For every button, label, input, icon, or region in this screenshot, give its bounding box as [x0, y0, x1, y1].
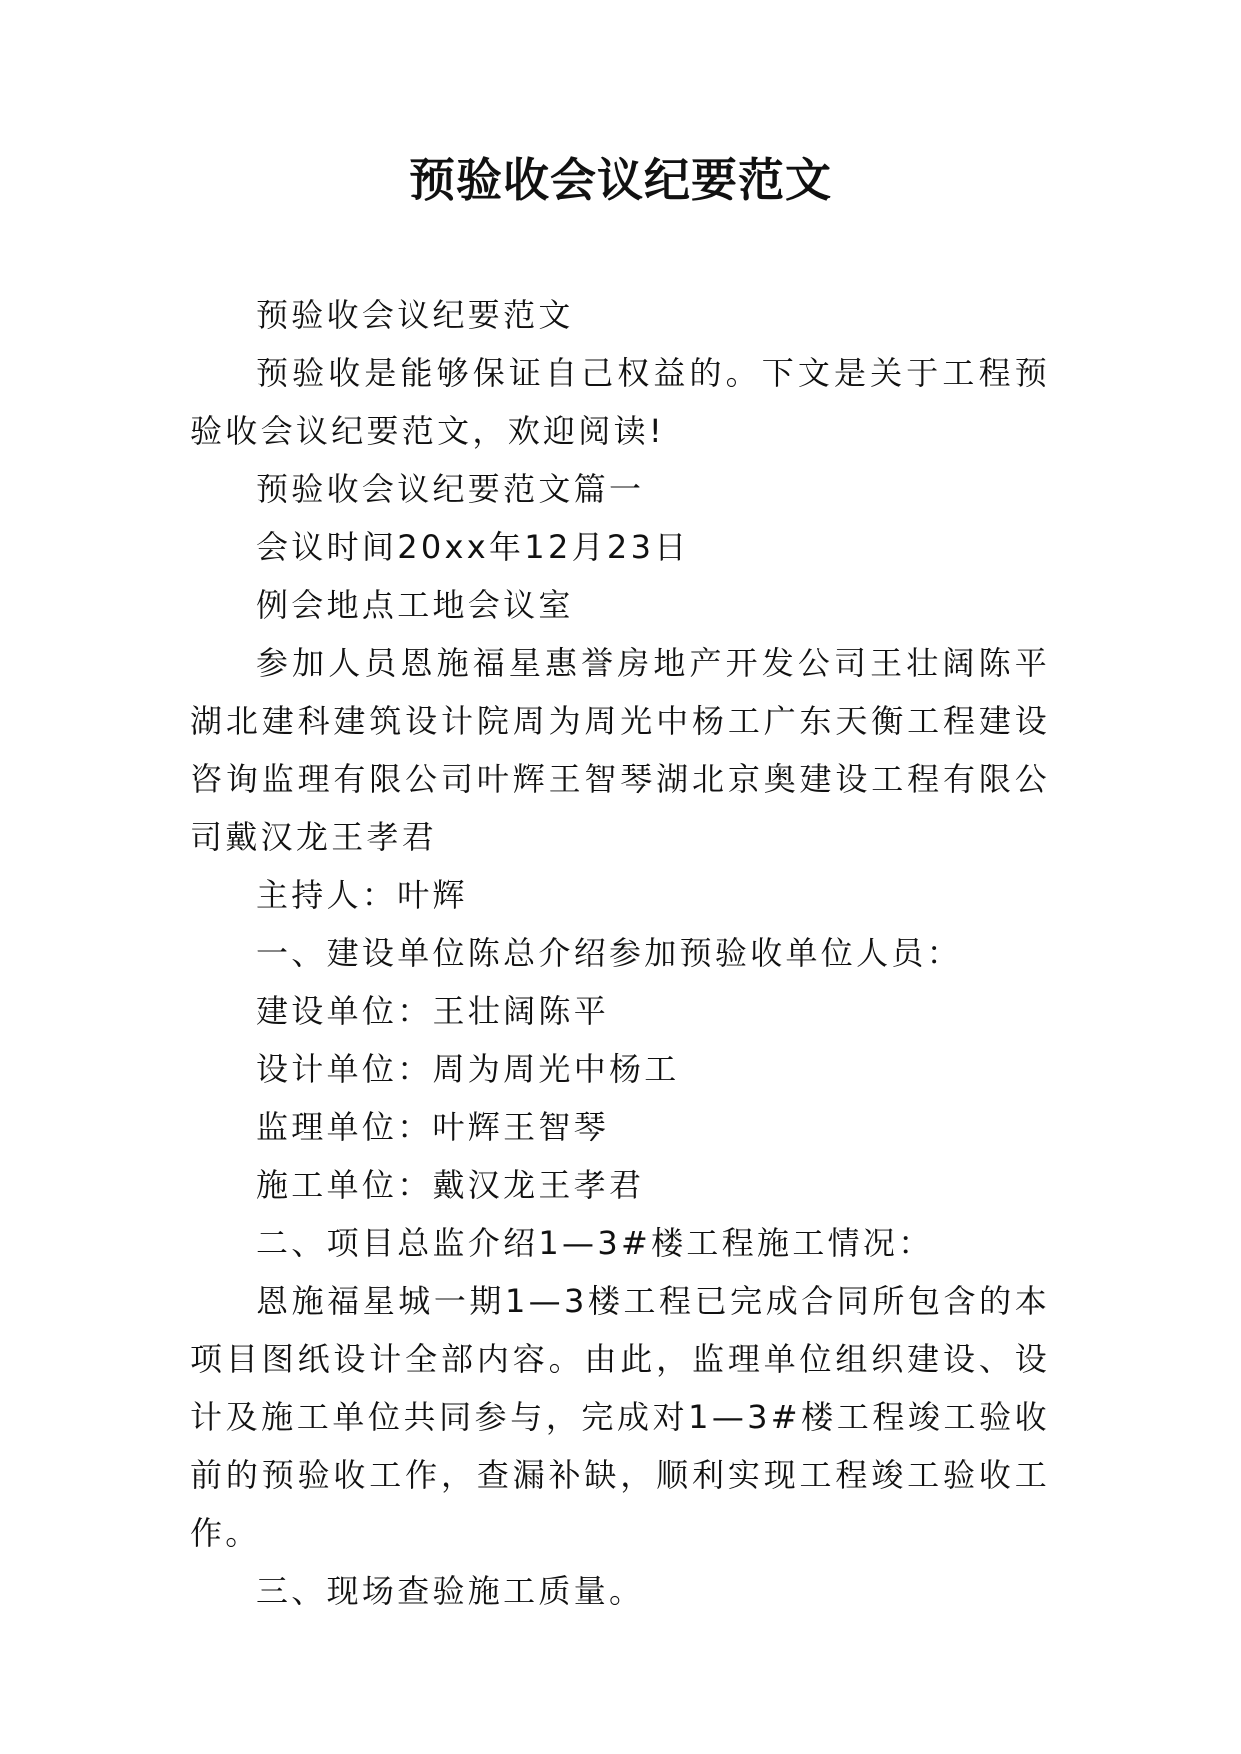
paragraph-item-one: 一、建设单位陈总介绍参加预验收单位人员： [256, 934, 963, 972]
paragraph-attendees: 参加人员恩施福星惠誉房地产开发公司王壮阔陈平湖北建科建筑设计院周为周光中杨工广东天衡工程建设咨询监理有限公司叶辉王智琴湖北京奥建设工程有限公司戴汉龙王孝君 [190, 644, 1050, 856]
document-title: 预验收会议纪要范文 [409, 153, 832, 207]
paragraph-section-title: 预验收会议纪要范文篇一 [256, 470, 645, 508]
paragraph-contractor-unit: 施工单位：戴汉龙王孝君 [256, 1166, 645, 1204]
paragraph-construction-unit: 建设单位：王壮阔陈平 [256, 992, 610, 1030]
document-body [190, 286, 1050, 1620]
paragraph-meeting-time: 会议时间20xx年12月23日 [256, 528, 690, 566]
paragraph-project-status: 恩施福星城一期1—3楼工程已完成合同所包含的本项目图纸设计全部内容。由此，监理单位组织建设、设计及施工单位共同参与，完成对1—3#楼工程竣工验收前的预验收工作，查漏补缺，顺利实现工程竣工验收工作。 [190, 1282, 1050, 1552]
paragraph-intro: 预验收是能够保证自己权益的。下文是关于工程预验收会议纪要范文，欢迎阅读! [190, 354, 1050, 450]
paragraph-heading: 预验收会议纪要范文 [256, 296, 574, 334]
paragraph-item-two: 二、项目总监介绍1—3#楼工程施工情况： [256, 1224, 934, 1262]
paragraph-meeting-place: 例会地点工地会议室 [256, 586, 574, 624]
paragraph-design-unit: 设计单位：周为周光中杨工 [256, 1050, 680, 1088]
paragraph-supervision-unit: 监理单位：叶辉王智琴 [256, 1108, 610, 1146]
paragraph-host: 主持人：叶辉 [256, 876, 468, 914]
paragraph-item-three: 三、现场查验施工质量。 [256, 1572, 645, 1610]
